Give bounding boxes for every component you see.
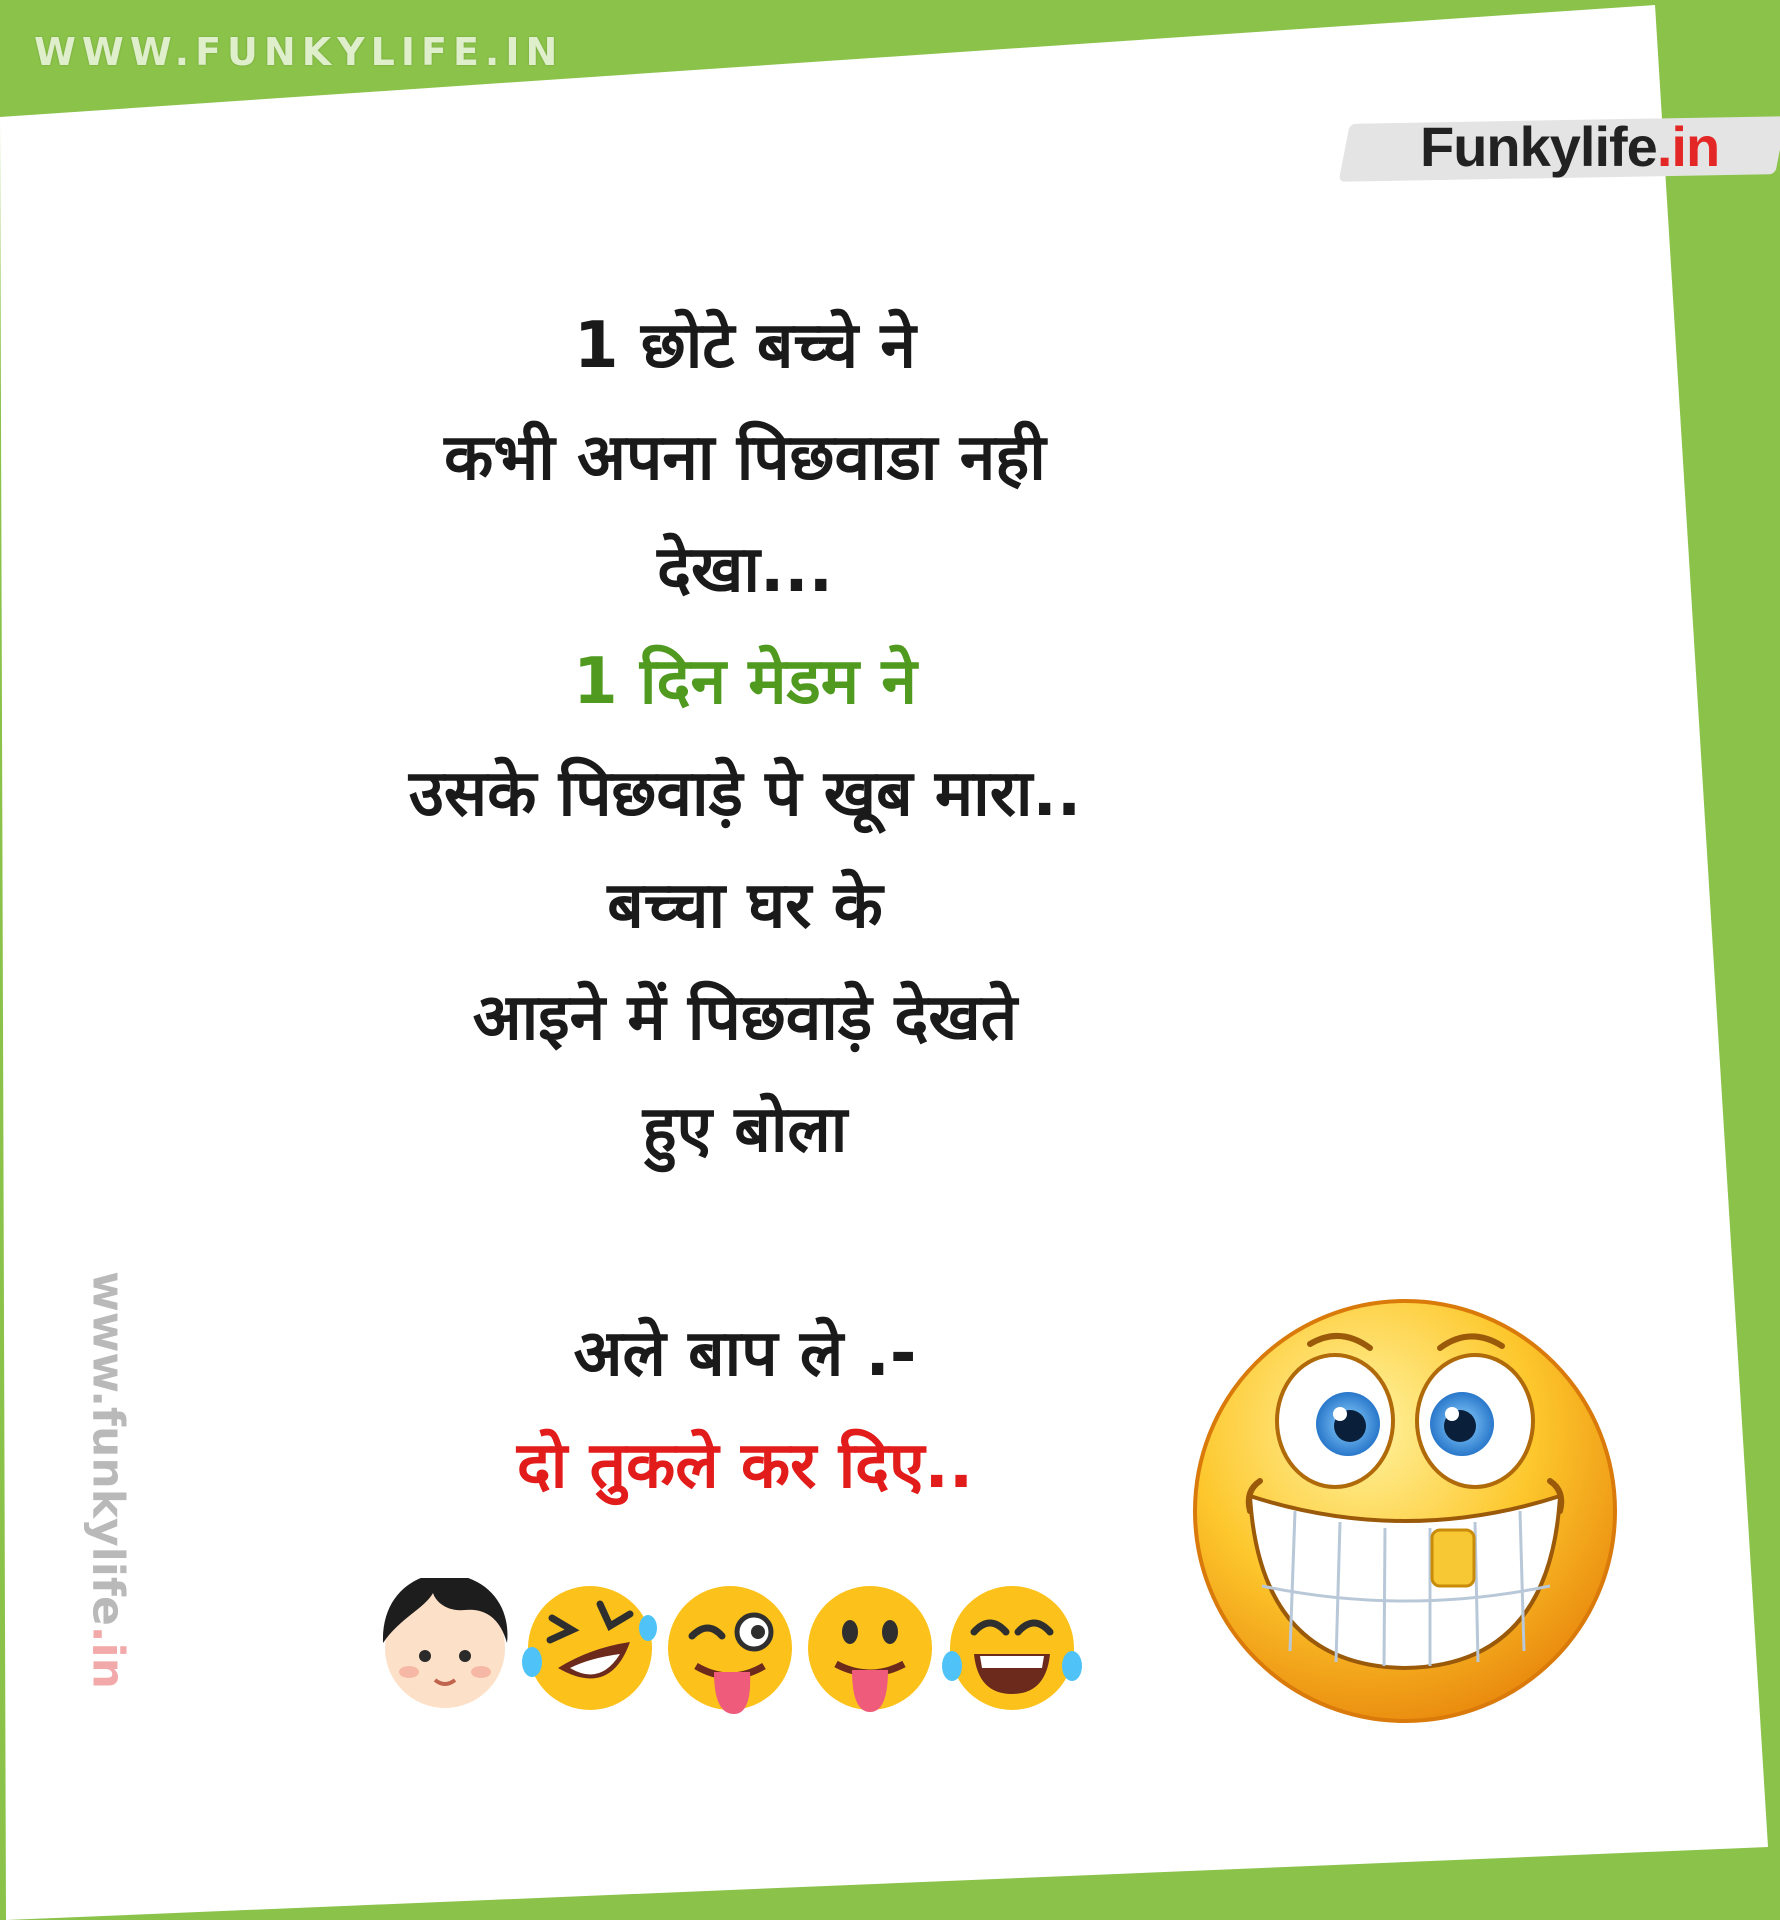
- brand-text: [1420, 114, 1719, 179]
- joke-line-1: 1 छोटे बच्चे ने: [574, 309, 916, 383]
- joke-line-2: कभी अपना पिछवाडा नही: [444, 421, 1046, 495]
- joke-line-7: आइने में पिछवाड़े देखते: [472, 981, 1018, 1055]
- joke-line-3: देखा...: [657, 533, 833, 607]
- big-grinning-face-icon: [1190, 1296, 1620, 1726]
- joke-line-8: हुए बोला: [642, 1093, 848, 1167]
- spacer: [270, 1186, 1220, 1298]
- side-watermark-tld: .in: [82, 1625, 134, 1689]
- emoji-row: [380, 1578, 1140, 1718]
- rolling-laughing-icon: [522, 1586, 657, 1710]
- tears-of-joy-icon: [942, 1586, 1082, 1710]
- joke-text: [270, 290, 1220, 1522]
- joke-line-5: उसके पिछवाड़े पे खूब मारा..: [408, 757, 1082, 831]
- boy-face-icon: [383, 1578, 508, 1708]
- brand-name: Funkylife: [1420, 115, 1657, 178]
- joke-line-6: बच्चा घर के: [607, 869, 883, 943]
- joke-line-4: 1 दिन मेडम ने: [573, 645, 917, 719]
- punchline-2: दो तुकले कर दिए..: [516, 1429, 974, 1503]
- winking-tongue-icon: [668, 1586, 792, 1714]
- punchline-1: अले बाप ले .-: [573, 1317, 917, 1391]
- brand-logo: [1345, 112, 1780, 184]
- brand-tld: .in: [1656, 115, 1720, 178]
- tongue-face-icon: [808, 1586, 932, 1712]
- side-watermark-name: www.funkylife: [82, 1271, 134, 1626]
- top-watermark: WWW.FUNKYLIFE.IN: [34, 30, 564, 74]
- side-watermark: [83, 1271, 134, 1689]
